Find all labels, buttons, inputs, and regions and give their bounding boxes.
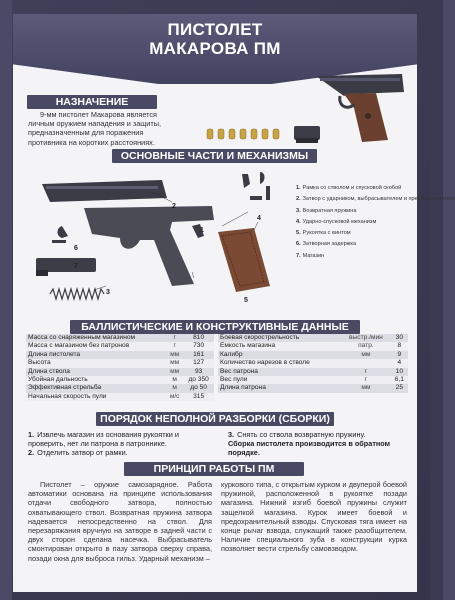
table-row (26, 393, 214, 401)
parts-legend-label: Возвратная пружина (302, 207, 357, 214)
ballistic-table-left (26, 334, 214, 401)
step-1-number: 1. (28, 430, 35, 439)
table-cell-name: Боевая скорострельность (220, 334, 300, 341)
disassembly-steps-left (28, 430, 218, 458)
table-cell-name: Начальная скорость пули (28, 392, 107, 400)
table-cell-name: Количество нарезов в стволе (220, 359, 310, 367)
parts-legend-item (296, 183, 418, 194)
table-cell-name: Емкость магазина (220, 342, 276, 350)
table-cell-name: Длина пистолета (28, 350, 81, 358)
table-row (26, 368, 214, 376)
label-5: 5 (244, 297, 248, 304)
table-cell-name: Высота (28, 359, 51, 367)
table-cell-value: 4 (397, 359, 402, 367)
parts-legend-item (296, 251, 418, 262)
step-1 (28, 430, 218, 448)
table-cell-name: Вес патрона (220, 367, 258, 375)
table-cell-unit: выстр./мин (349, 334, 383, 341)
main-parts-header: ОСНОВНЫЕ ЧАСТИ И МЕХАНИЗМЫ (112, 149, 317, 163)
label-2: 2 (172, 203, 176, 210)
table-cell-value: 730 (193, 342, 205, 350)
table-cell-value: 30 (395, 334, 404, 341)
table-row (218, 351, 408, 359)
table-cell-name: Длина ствола (28, 367, 70, 375)
parts-legend-label: Затворная задержка (302, 241, 357, 248)
table-cell-unit: м (172, 384, 177, 392)
table-row (218, 376, 408, 384)
table-cell-name: Масса со снаряженным магазином (28, 334, 136, 341)
disassembly-steps-right (228, 430, 408, 458)
disassembly-header: ПОРЯДОК НЕПОЛНОЙ РАЗБОРКИ (СБОРКИ) (96, 412, 334, 426)
parts-legend-number: 3. (296, 207, 301, 214)
parts-diagram (22, 168, 294, 308)
table-row (26, 342, 214, 350)
parts-legend-number: 5. (296, 230, 301, 237)
table-cell-value: 10 (395, 367, 404, 375)
table-row (218, 334, 408, 342)
parts-legend-item (296, 228, 418, 239)
parts-legend-item (296, 206, 418, 217)
table-cell-unit: мм (170, 350, 180, 358)
page-title: ПИСТОЛЕТ МАКАРОВА ПМ (149, 20, 281, 58)
table-cell-value: 93 (194, 367, 203, 375)
label-4: 4 (257, 215, 261, 222)
table-row (26, 359, 214, 367)
table-cell-value: 9 (397, 350, 402, 358)
pistol-photo (310, 68, 410, 148)
right-border-stripe (443, 0, 455, 600)
parts-legend-number: 4. (296, 218, 301, 225)
table-cell-unit: г (173, 334, 176, 341)
slide-part (42, 180, 167, 202)
table-cell-value: 161 (193, 350, 205, 358)
table-cell-unit: мм (170, 359, 180, 367)
parts-legend (296, 183, 455, 262)
table-cell-name: Длина патрона (220, 384, 266, 392)
label-3: 3 (106, 289, 110, 296)
step-1-text: Извлечь магазин из основания рукоятки и проверить, нет ли патрона в патроннике. (28, 430, 179, 449)
table-cell-value: 6,1 (394, 376, 404, 384)
step-2-text: Отделить затвор от рамки. (37, 448, 128, 458)
table-cell-name: Эффективная стрельба (28, 384, 102, 392)
parts-legend-label: Рукоятка с винтом (302, 230, 351, 237)
parts-legend-number: 7. (296, 252, 301, 259)
parts-legend-item (296, 194, 455, 205)
table-cell-unit: г (364, 376, 368, 384)
ballistic-table-right (218, 334, 408, 393)
principle-text-left: Пистолет – оружие самозарядное. Работа автоматики основана на принципе использования отдачи свободного затвора, полностью охватывающего ствол. Возвратная пружина затвора надевается непосредственно на ствол. Для перезаряжания вручную на затворе в задней части с двух сторон сделана насечка. Выбрасыватель смонтирован открыто в пазу затвора сверху справа, позади окна для выброса гильз. Ударный механизм – (28, 480, 212, 563)
parts-legend-number: 1. (296, 185, 301, 191)
table-row (218, 342, 408, 350)
table-row (218, 384, 408, 392)
assembly-note: Сборка пистолета производится в обратном порядке. (228, 439, 391, 458)
table-cell-unit: мм (361, 384, 371, 392)
table-cell-unit: патр. (358, 342, 374, 350)
table-cell-name: Вес пули (220, 376, 248, 384)
principle-text-right: куркового типа, с открытым курком и двуперой боевой пружиной, расположенной в рукоятке позади магазина. Нижний изгиб боевой пружины служит защелкой магазина. Курок имеет боевой и предохранительный взводы. Спусковая тяга имеет на конце рычаг взвода, служащий также разобщителем. Наличие специального зуба в конструкции курка позволяет вести стрельбу самовзводом. (221, 480, 407, 554)
table-cell-name: Масса с магазином без патронов (28, 342, 130, 350)
table-cell-value: 8 (397, 342, 402, 350)
table-cell-value: 810 (193, 334, 205, 341)
parts-legend-number: 6. (296, 241, 301, 248)
step-3-number: 3. (228, 430, 235, 439)
label-1: 1 (200, 227, 204, 234)
parts-legend-item (296, 239, 418, 250)
principle-header: ПРИНЦИП РАБОТЫ ПМ (124, 462, 304, 476)
table-cell-unit (341, 359, 391, 367)
table-cell-unit: мм (361, 350, 371, 358)
step-3 (228, 430, 408, 439)
table-cell-value: 315 (193, 392, 205, 400)
table-cell-unit: м (172, 376, 177, 384)
parts-legend-item (296, 217, 418, 228)
table-cell-unit: г (364, 367, 368, 375)
step-3-text: Снять со ствола возвратную пружину. (237, 430, 366, 439)
left-border-stripe (0, 0, 12, 600)
frame-part (84, 206, 214, 286)
purpose-header: НАЗНАЧЕНИЕ (27, 95, 157, 109)
parts-legend-label: Магазин (302, 252, 325, 259)
table-cell-unit: м/с (169, 392, 180, 400)
table-cell-value: 25 (395, 384, 404, 392)
table-cell-unit: г (173, 342, 176, 350)
table-cell-value: 127 (193, 359, 205, 367)
magazine-part (36, 258, 96, 276)
parts-legend-label: Ударно-спусковой механизм (302, 218, 377, 225)
table-row (218, 368, 408, 376)
table-row (26, 351, 214, 359)
cartridges-photo (205, 126, 285, 142)
step-2-number: 2. (28, 448, 35, 458)
recoil-spring-part (50, 289, 104, 299)
table-cell-name: Калибр (220, 350, 243, 358)
label-6: 6 (74, 245, 78, 252)
table-row (218, 359, 408, 367)
parts-legend-label: Затвор с ударником, выбрасывателем и предохранителем (302, 196, 455, 203)
parts-legend-label: Рамка со стволом и спусковой скобой (302, 185, 402, 191)
table-cell-name: Убойная дальность (28, 376, 88, 384)
table-cell-unit: мм (170, 367, 180, 375)
ballistic-header: БАЛЛИСТИЧЕСКИЕ И КОНСТРУКТИВНЫЕ ДАННЫЕ (70, 320, 360, 334)
parts-legend-number: 2. (296, 196, 301, 203)
table-row (26, 384, 214, 392)
purpose-text: 9-мм пистолет Макарова является личным оружием нападения и защиты, предназначенным для поражения противника на коротких расстояниях. (28, 110, 161, 147)
grip-part (218, 228, 270, 292)
step-2 (28, 448, 218, 457)
table-cell-value: до 350 (188, 376, 209, 384)
table-cell-value: до 50 (190, 384, 207, 392)
magazine-photo (290, 122, 324, 146)
label-7: 7 (74, 263, 78, 270)
